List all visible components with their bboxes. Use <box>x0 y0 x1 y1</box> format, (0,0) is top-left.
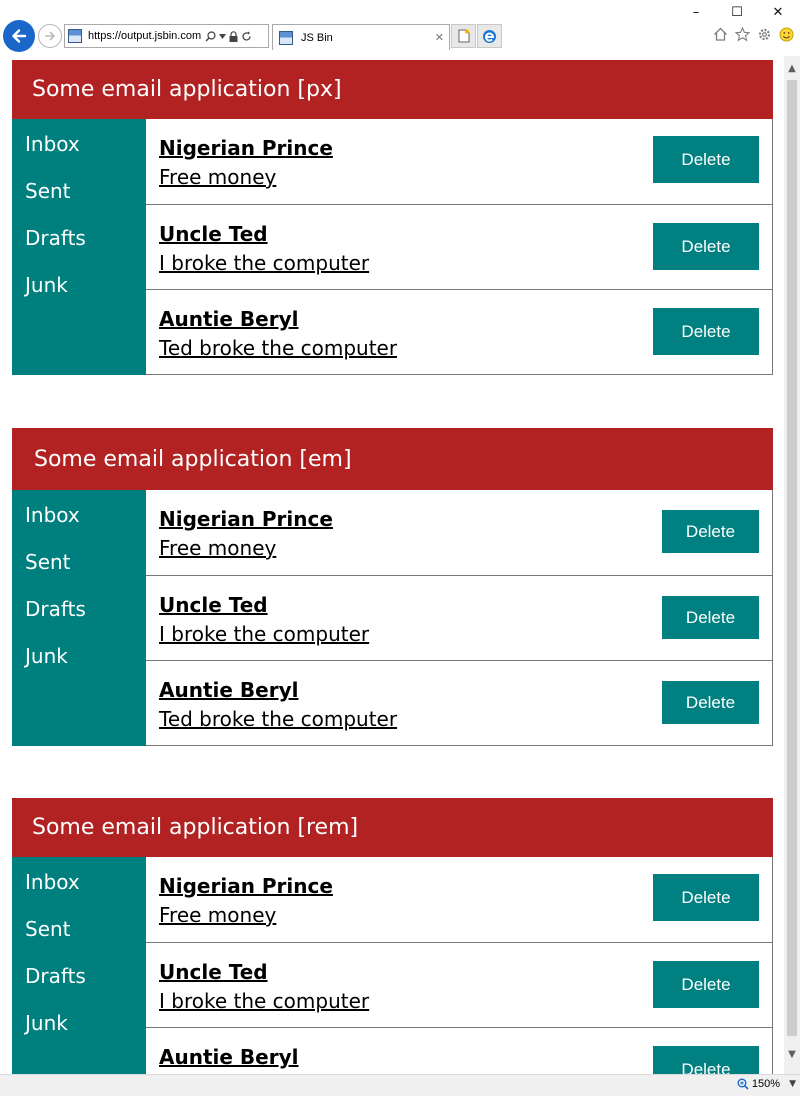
email-app-em <box>12 428 773 746</box>
vertical-scrollbar[interactable] <box>784 56 800 1074</box>
list-item <box>146 857 772 942</box>
delete-button[interactable]: Delete <box>653 961 759 1008</box>
zoom-level[interactable]: 150% <box>751 1078 780 1090</box>
message-sender-link[interactable]: Uncle Ted <box>159 593 268 617</box>
message-sender-link[interactable]: Auntie Beryl <box>159 1045 299 1069</box>
delete-button[interactable]: Delete <box>653 223 759 270</box>
close-tab-icon[interactable]: ✕ <box>434 31 444 44</box>
delete-button[interactable]: Delete <box>662 596 759 639</box>
list-item <box>146 119 772 204</box>
new-tab-icon <box>458 29 470 43</box>
message-subject-link[interactable]: I broke the computer <box>159 989 370 1013</box>
sidebar-item-junk[interactable]: Junk <box>25 644 68 668</box>
home-icon[interactable] <box>712 26 728 42</box>
forward-icon <box>43 29 57 43</box>
scroll-up-arrow-icon[interactable]: ▲ <box>788 62 796 74</box>
zoom-dropdown-icon[interactable]: ▼ <box>789 1079 796 1089</box>
message-subject-link[interactable]: I broke the computer <box>159 251 370 275</box>
edge-icon <box>482 29 497 44</box>
list-item <box>146 289 772 374</box>
app-title: Some email application [em] <box>34 446 352 472</box>
message-subject-link[interactable]: Free money <box>159 165 277 189</box>
sidebar-item-junk[interactable]: Junk <box>25 1011 68 1035</box>
sidebar-item-junk[interactable]: Junk <box>25 273 68 297</box>
email-app-rem <box>12 798 773 1074</box>
sidebar-nav <box>12 857 146 1074</box>
tab-jsbin[interactable] <box>272 24 450 50</box>
zoom-magnifier-icon <box>737 1078 749 1090</box>
scroll-down-arrow-icon[interactable]: ▼ <box>788 1048 796 1060</box>
list-item <box>146 1027 772 1074</box>
settings-gear-icon[interactable] <box>756 26 772 42</box>
lock-icon[interactable] <box>229 31 238 42</box>
list-item <box>146 204 772 289</box>
tab-favicon-icon <box>279 31 293 45</box>
delete-button[interactable]: Delete <box>653 1046 759 1074</box>
message-subject-link[interactable]: Ted broke the computer <box>159 336 398 360</box>
scroll-thumb[interactable] <box>787 80 797 1036</box>
message-sender-link[interactable]: Uncle Ted <box>159 222 268 246</box>
sidebar-item-sent[interactable]: Sent <box>25 179 71 203</box>
search-icon[interactable] <box>205 31 216 42</box>
forward-button[interactable] <box>38 24 62 48</box>
sidebar-item-inbox[interactable]: Inbox <box>25 132 80 156</box>
message-subject-link[interactable]: Free money <box>159 536 277 560</box>
back-icon <box>10 27 28 45</box>
close-window-button[interactable]: ✕ <box>772 5 784 20</box>
delete-button[interactable]: Delete <box>653 136 759 183</box>
delete-button[interactable]: Delete <box>662 510 759 553</box>
delete-button[interactable]: Delete <box>653 874 759 921</box>
list-item <box>146 660 772 745</box>
sidebar-item-sent[interactable]: Sent <box>25 917 71 941</box>
smiley-icon[interactable] <box>778 26 794 42</box>
maximize-button[interactable]: ☐ <box>731 5 743 20</box>
list-item <box>146 575 772 660</box>
browser-chrome <box>0 0 800 56</box>
sidebar-nav <box>12 119 146 375</box>
message-list <box>146 119 773 375</box>
app-header <box>12 60 773 119</box>
refresh-icon[interactable] <box>241 31 252 42</box>
message-sender-link[interactable]: Nigerian Prince <box>159 136 333 160</box>
delete-button[interactable]: Delete <box>662 681 759 724</box>
edge-button[interactable] <box>477 24 502 48</box>
minimize-button[interactable]: – <box>692 5 700 20</box>
message-subject-link[interactable]: I broke the computer <box>159 622 370 646</box>
sidebar-item-inbox[interactable]: Inbox <box>25 503 80 527</box>
sidebar-nav <box>12 490 146 746</box>
address-url[interactable]: https://output.jsbin.com <box>88 30 202 42</box>
sidebar-item-sent[interactable]: Sent <box>25 550 71 574</box>
app-header <box>12 798 773 857</box>
new-tab-button[interactable] <box>451 24 476 48</box>
message-sender-link[interactable]: Uncle Ted <box>159 960 268 984</box>
site-favicon-icon <box>68 29 82 43</box>
message-sender-link[interactable]: Nigerian Prince <box>159 874 333 898</box>
message-sender-link[interactable]: Nigerian Prince <box>159 507 333 531</box>
sidebar-item-drafts[interactable]: Drafts <box>25 226 86 250</box>
app-header <box>12 428 773 490</box>
list-item <box>146 942 772 1027</box>
message-list <box>146 857 773 1074</box>
message-list <box>146 490 773 746</box>
page-viewport <box>0 56 784 1074</box>
dropdown-icon[interactable] <box>219 34 226 39</box>
sidebar-item-drafts[interactable]: Drafts <box>25 964 86 988</box>
back-button[interactable] <box>3 20 35 52</box>
email-app-px <box>12 60 773 375</box>
message-sender-link[interactable]: Auntie Beryl <box>159 678 299 702</box>
delete-button[interactable]: Delete <box>653 308 759 355</box>
status-bar <box>0 1074 800 1096</box>
tab-title: JS Bin <box>301 31 333 44</box>
zoom-control[interactable] <box>737 1078 780 1090</box>
message-sender-link[interactable]: Auntie Beryl <box>159 307 299 331</box>
message-subject-link[interactable]: Free money <box>159 903 277 927</box>
address-bar[interactable] <box>64 24 269 48</box>
message-subject-link[interactable]: Ted broke the computer <box>159 707 398 731</box>
sidebar-item-inbox[interactable]: Inbox <box>25 870 80 894</box>
favorites-star-icon[interactable] <box>734 26 750 42</box>
app-title: Some email application [px] <box>32 77 342 102</box>
app-title: Some email application [rem] <box>32 815 359 840</box>
list-item <box>146 490 772 575</box>
sidebar-item-drafts[interactable]: Drafts <box>25 597 86 621</box>
